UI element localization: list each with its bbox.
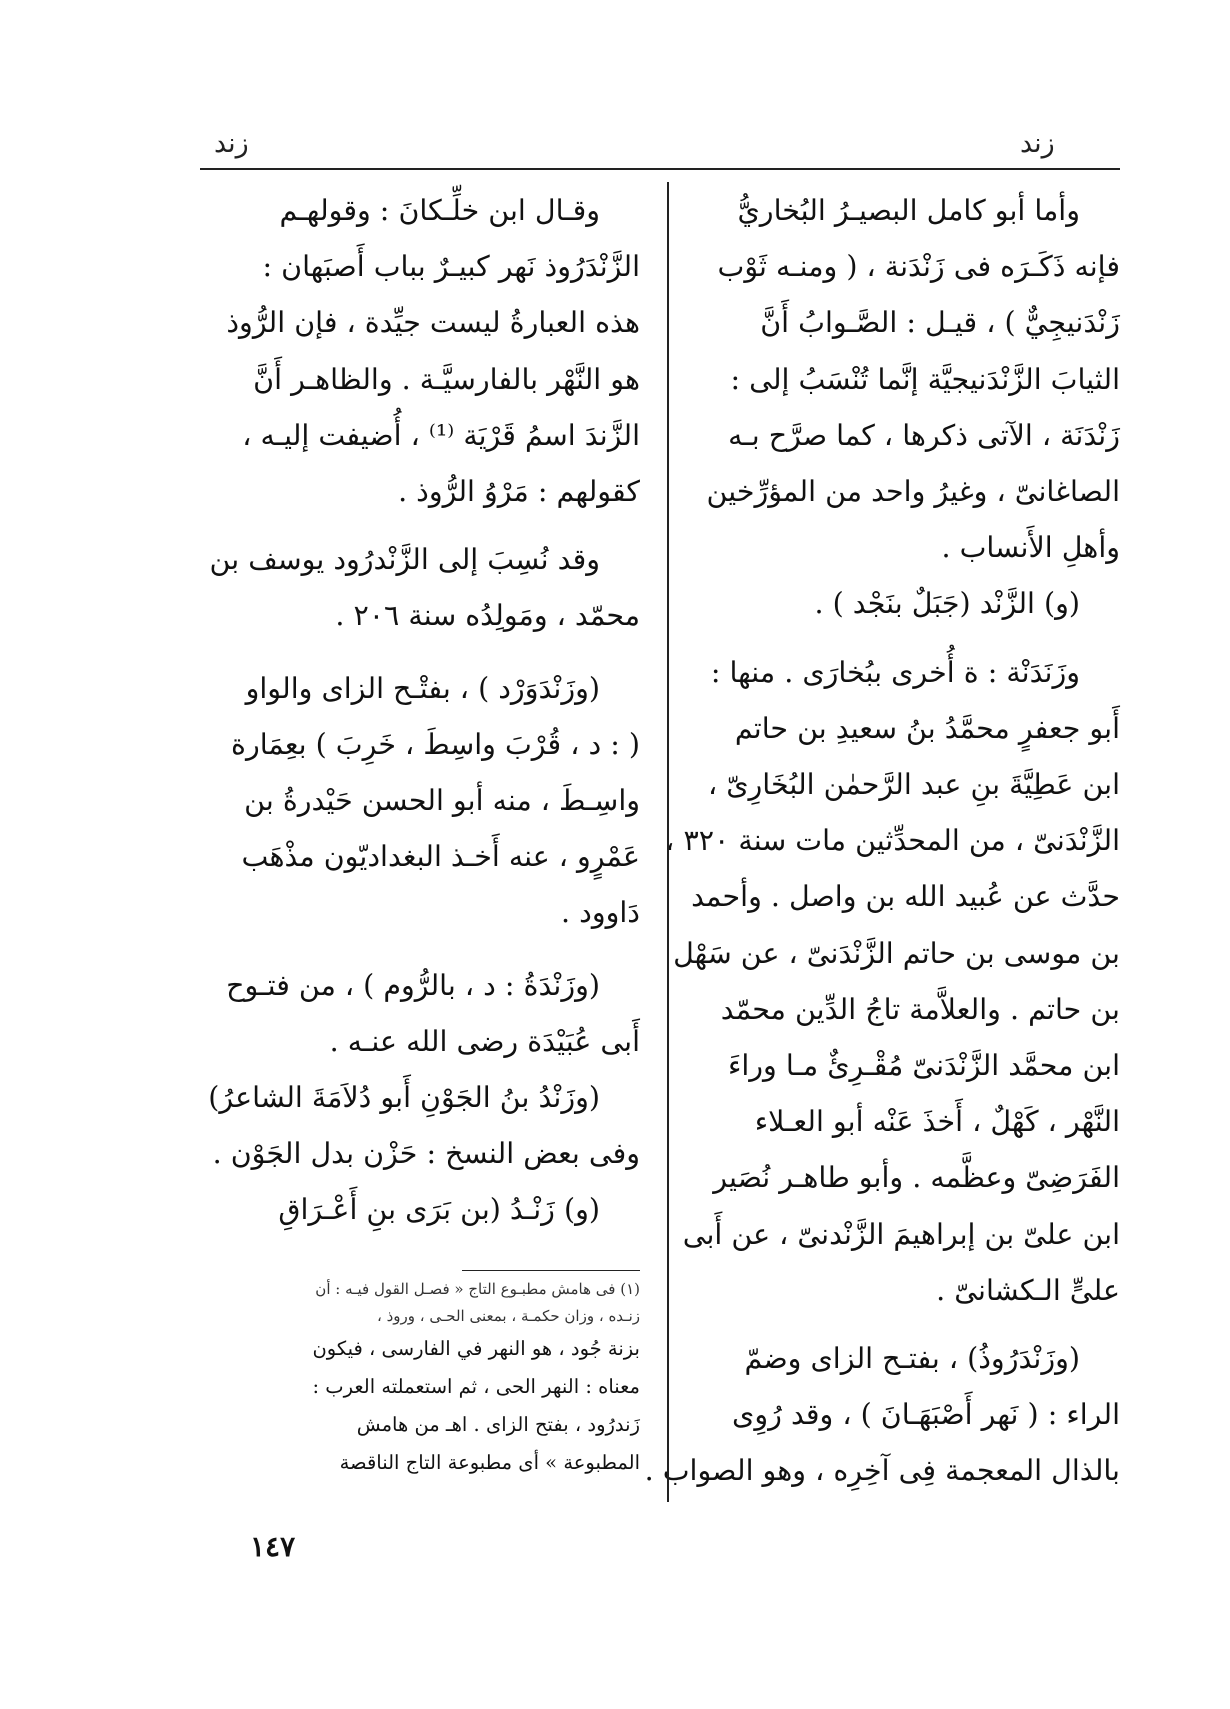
text-line: هذه العبارةُ ليست جيِّدة ، فإن الرُّوذ: [226, 306, 640, 340]
header-rule: [200, 168, 1120, 170]
text-line: النَّهْر ، كَهْلٌ ، أَخذَ عَنْه أبو العـلاء: [754, 1105, 1120, 1139]
text-line: بن موسى بن حاتم الزَّنْدَنىّ ، عن سَهْل: [673, 936, 1120, 970]
right-column: [644, 183, 1120, 1500]
text-line: أَبو جعفرٍ محمَّدُ بنُ سعيدِ بن حاتم: [734, 711, 1120, 745]
column-divider: [667, 182, 669, 1502]
text-line: الزَّنْدَرُوذ نَهر كبيـرٌ بباب أَصبَهان :: [262, 250, 640, 284]
text-line: الصاغانىّ ، وغيرُ واحد من المؤرِّخين: [706, 475, 1120, 509]
text-line: أَبى عُبَيْدَة رضى الله عنـه .: [329, 1024, 640, 1058]
text-line: هو النَّهْر بالفارسيَّـة . والظاهـر أَنَّ: [253, 362, 640, 396]
text-line: زَنْدَنيجِيٌّ ) ، قيـل : الصَّـوابُ أَنَّ: [760, 306, 1120, 340]
page-number: ١٤٧: [250, 1530, 296, 1563]
text-line: الفَرَضِىّ وعظَّمه . وأبو طاهـر نُصَير: [713, 1161, 1120, 1195]
text-line: محمّد ، ومَولِدُه سنة ٢٠٦ .: [335, 599, 640, 633]
text-line: (وزَنْدَرُوذُ) ، بفتـح الزاى وضمّ: [744, 1342, 1080, 1376]
text-line: كقولهم : مَرْوُ الرُّوذ .: [398, 475, 640, 509]
text-line: ( : د ، قُرْبَ واسِطَ ، خَرِبَ ) بعِمَارة: [231, 727, 640, 761]
footnote-line: بزنة جُود ، هو النهر في الفارسى ، فيكون: [312, 1337, 640, 1360]
footnote: [200, 1276, 640, 1482]
footnote-line: زنـده ، وزان حكمـة ، بمعنى الحـى ، وروذ ،: [377, 1307, 640, 1325]
paragraph-gap: [200, 520, 640, 532]
text-line: وزَنَدَنْة : ة أُخرى ببُخارَى . منها :: [710, 655, 1080, 689]
text-line: حدَّث عن عُبيد الله بن واصل . وأحمد: [691, 880, 1120, 914]
text-line: الراء : ( نَهر أَصْبَهَـانَ ) ، وقد رُوِى: [732, 1398, 1120, 1432]
text-line: (وزَنْدَةُ : د ، بالرُّوم ) ، من فتـوح: [226, 968, 600, 1002]
footnote-line: (١) فى هامش مطبـوع التاج « فصـل القول فيـه : أن: [315, 1280, 640, 1298]
text-line: الثيابَ الزَّنْدَنيجيَّة إنَّما تُنْسَبُ إلى :: [730, 362, 1120, 396]
text-line: وأهلِ الأَنساب .: [941, 531, 1120, 565]
text-line: (و) زَنْـدُ (بن بَرَى بنِ أَعْـرَاقِ: [278, 1193, 600, 1227]
footnote-rule: [462, 1270, 640, 1271]
text-line: زَنْدَنَة ، الآتى ذكرها ، كما صرَّح بـه: [728, 418, 1120, 452]
footnote-line: زَندرُود ، بفتح الزاى . اهـ من هامش: [356, 1413, 640, 1436]
text-line: وأما أبو كامل البصيـرُ البُخاريُّ: [737, 194, 1080, 227]
text-line: (و) الزَّنْد (جَبَلٌ بنَجْد ) .: [814, 587, 1080, 621]
text-line: الزَّندَ اسمُ قَرْيَة ⁽¹⁾ ، أُضيفت إليـه ،: [242, 418, 640, 452]
text-line: (وزَنْدَوَرْد ) ، بفتْـح الزاى والواو: [245, 671, 600, 705]
text-line: (وزَنْدُ بنُ الجَوْنِ أَبو دُلاَمَةَ الشاعرُ): [208, 1081, 600, 1115]
text-line: وقد نُسِبَ إلى الزَّنْدرُود يوسف بن: [209, 543, 600, 577]
paragraph-gap: [200, 942, 640, 958]
text-line: وقـال ابن خلِّـكانَ : وقولهـم: [279, 194, 600, 227]
text-line: بن حاتم . والعلاَّمة تاجُ الدِّين محمّد: [720, 992, 1120, 1026]
text-line: الزَّنْدَنىّ ، من المحدِّثين مات سنة ٣٢٠ ،: [665, 824, 1120, 858]
text-line: فإنه ذَكَـرَه فى زَنْدَنة ، ( ومنـه ثَوْب: [717, 250, 1120, 284]
text-line: بالذال المعجمة فِى آخِرِه ، وهو الصواب .: [644, 1454, 1120, 1488]
text-line: دَاوود .: [561, 896, 640, 930]
text-line: علىٍّ الـكشانىّ .: [936, 1273, 1120, 1307]
running-head-left: زند: [214, 128, 249, 159]
footnote-line: المطبوعة » أى مطبوعة التاج الناقصة: [339, 1451, 640, 1474]
running-head-right: زند: [1020, 128, 1055, 159]
text-line: ابن علىّ بن إبراهيمَ الزَّنْدنىّ ، عن أَبى: [682, 1217, 1120, 1251]
paragraph-gap: [690, 633, 1120, 645]
text-line: ابن عَطِيَّةَ بنِ عبد الرَّحمٰن البُخَارِىّ ،: [707, 768, 1120, 802]
paragraph-gap: [200, 645, 640, 661]
paragraph-gap: [690, 1319, 1120, 1331]
footnote-line: معناه : النهر الحى ، ثم استعملته العرب :: [312, 1375, 640, 1398]
text-line: ابن محمَّد الزَّنْدَنىّ مُقْـرِئٌ مـا وراءَ: [727, 1049, 1120, 1083]
left-column: [200, 183, 640, 1239]
text-line: واسِـطَ ، منه أبو الحسن حَيْدرةُ بن: [244, 784, 640, 818]
text-line: عَمْرٍو ، عنه أَخـذ البغداديّون مذْهَب: [241, 840, 640, 874]
text-line: وفى بعض النسخ : حَزْن بدل الجَوْن .: [212, 1137, 640, 1171]
